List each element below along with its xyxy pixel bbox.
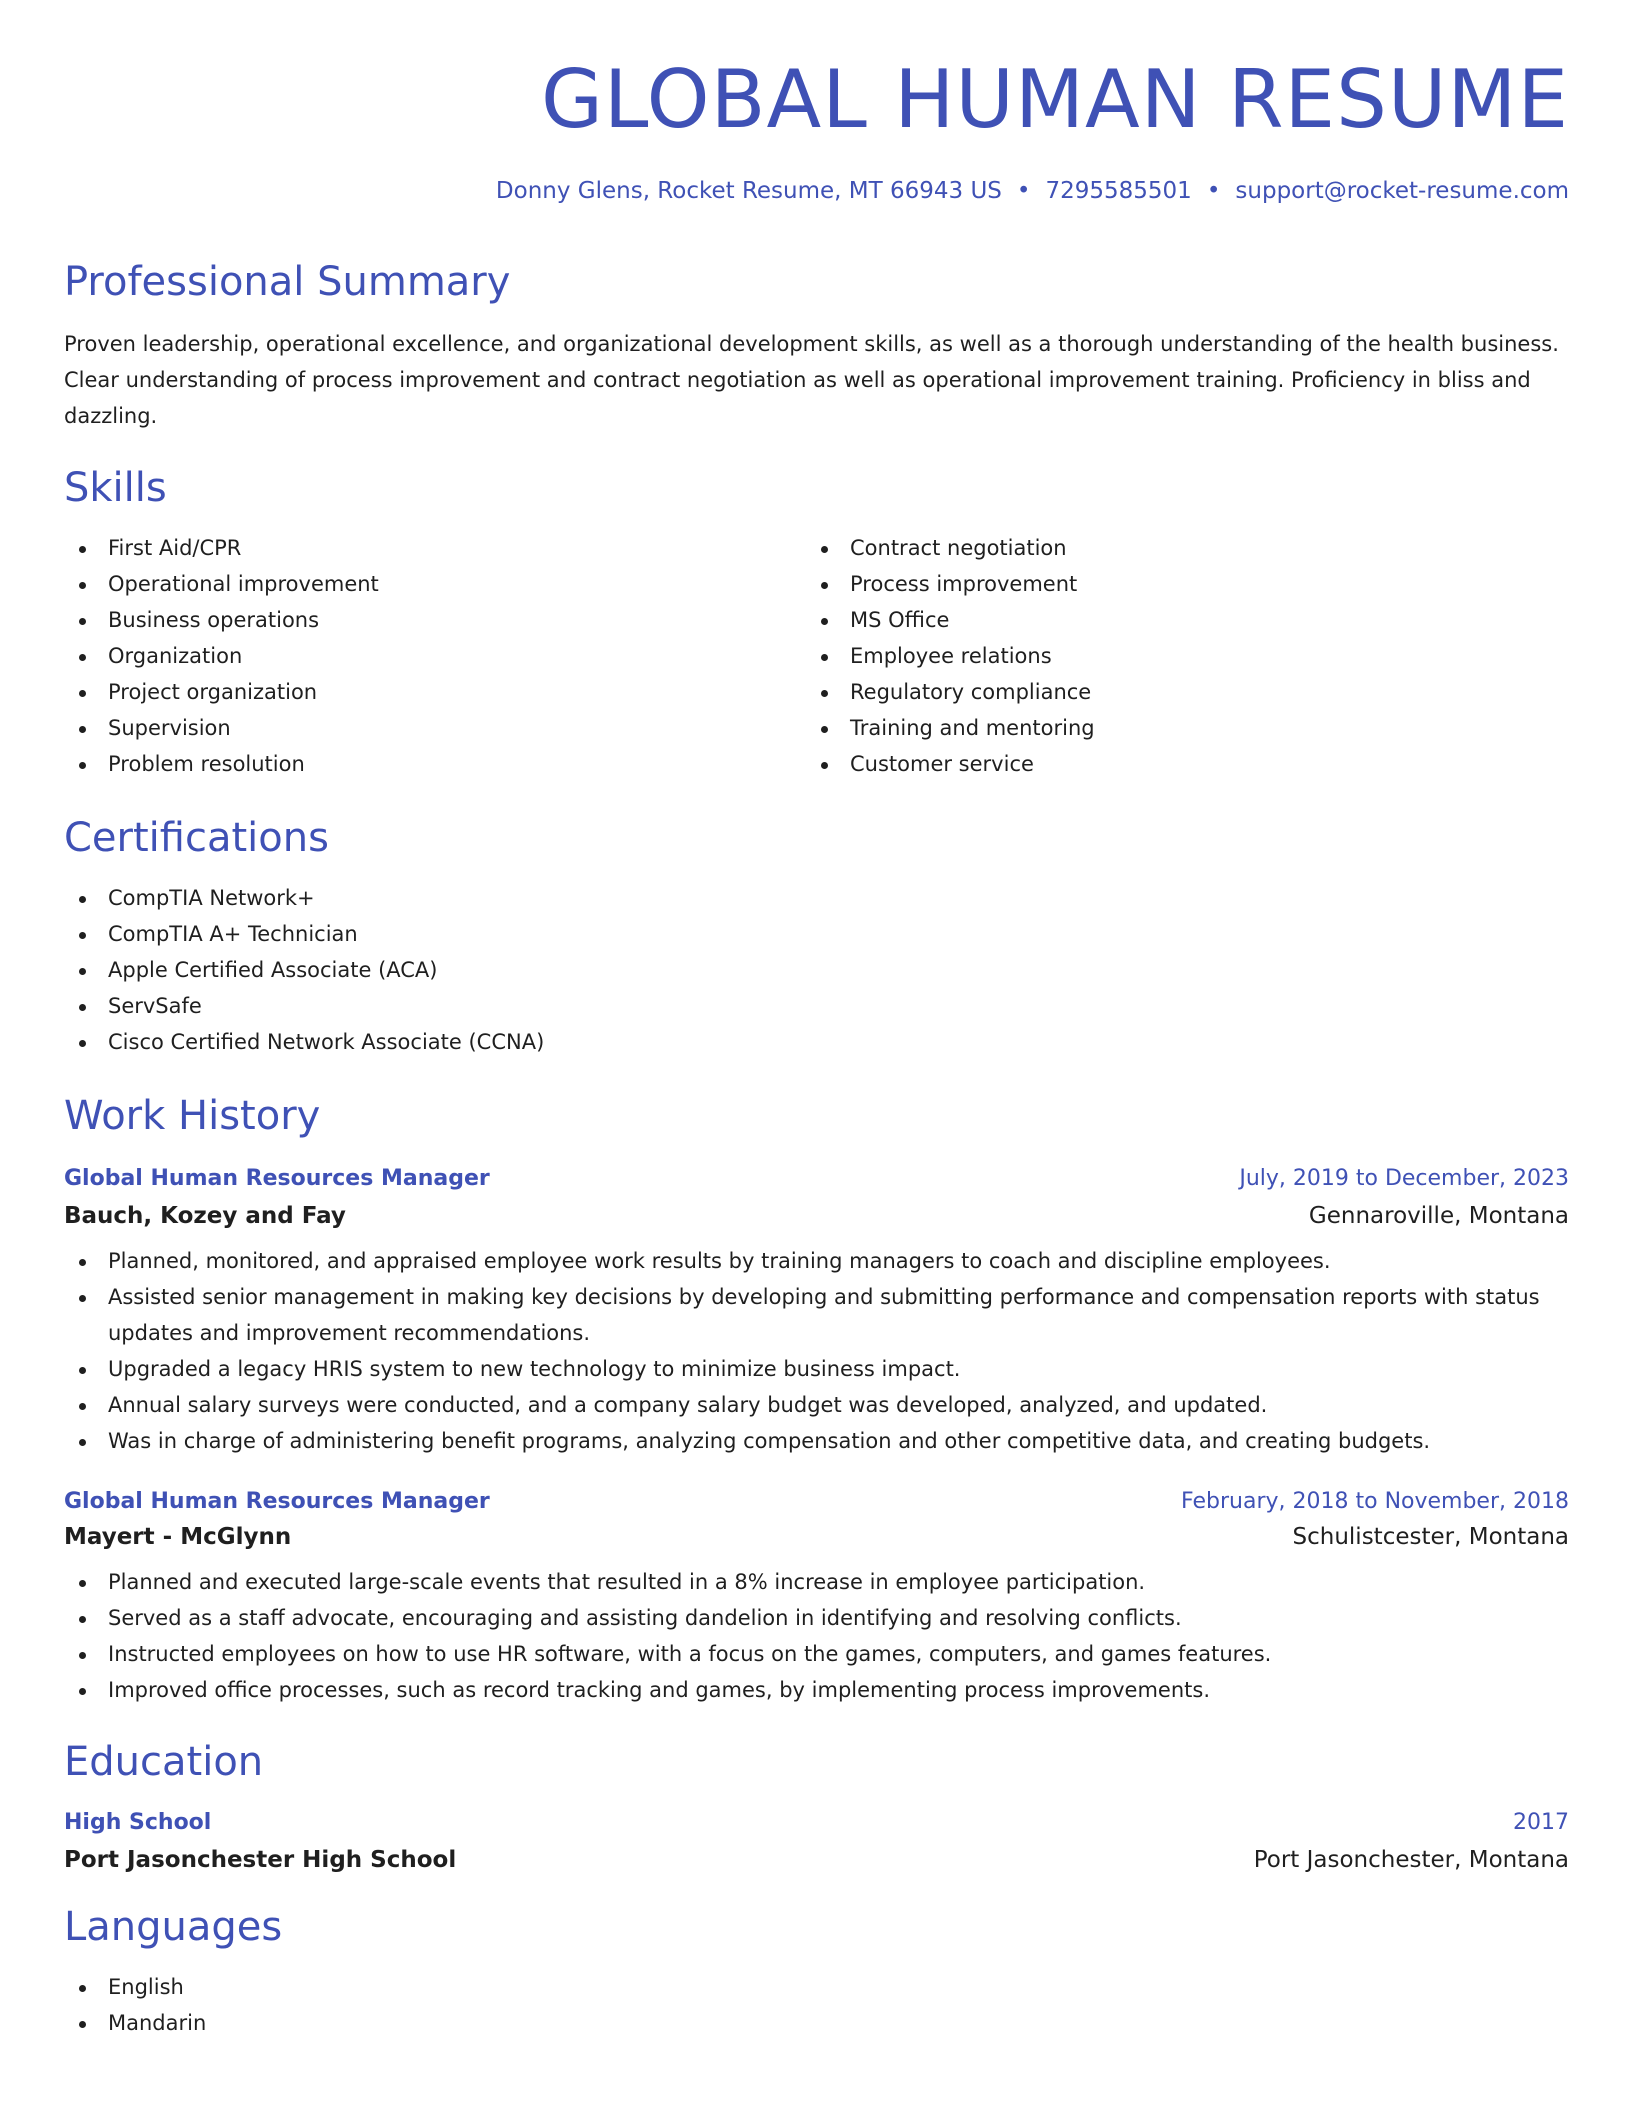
skill-item: Employee relations	[806, 638, 1548, 674]
job-title: Global Human Resources Manager	[64, 1165, 490, 1191]
job-location: Schulistcester, Montana	[1292, 1523, 1569, 1550]
skills-heading: Skills	[64, 464, 167, 511]
summary-heading: Professional Summary	[64, 258, 511, 305]
education-heading: Education	[64, 1738, 264, 1785]
work-history-heading: Work History	[64, 1092, 321, 1139]
skill-item: Customer service	[806, 746, 1548, 782]
job-dates: February, 2018 to November, 2018	[1181, 1488, 1569, 1514]
skill-item: First Aid/CPR	[64, 530, 806, 566]
certification-item: CompTIA A+ Technician	[64, 916, 1569, 952]
certification-item: Cisco Certified Network Associate (CCNA)	[64, 1024, 1569, 1060]
contact-separator: •	[1016, 178, 1031, 204]
certification-item: ServSafe	[64, 988, 1569, 1024]
job-employer-row	[64, 1203, 1569, 1229]
job-employer-row	[64, 1524, 1569, 1550]
job-bullet: Upgraded a legacy HRIS system to new technology to minimize business impact.	[64, 1351, 1569, 1387]
job-bullet: Planned, monitored, and appraised employee work results by training managers to coach and discipline employees.	[64, 1243, 1569, 1279]
job-bullet: Instructed employees on how to use HR software, with a focus on the games, computers, and games features.	[64, 1636, 1569, 1672]
contact-line	[64, 178, 1569, 206]
skills-list-left	[64, 530, 806, 782]
job-bullet: Annual salary surveys were conducted, and a company salary budget was developed, analyzed, and updated.	[64, 1387, 1569, 1423]
job-employer: Bauch, Kozey and Fay	[64, 1202, 346, 1229]
languages-heading: Languages	[64, 1903, 283, 1950]
skills-column-right	[806, 530, 1548, 782]
contact-separator: •	[1206, 178, 1221, 204]
skill-item: Operational improvement	[64, 566, 806, 602]
contact-email[interactable]: support@rocket-resume.com	[1235, 178, 1569, 204]
job-bullets	[64, 1564, 1569, 1708]
education-year: 2017	[1513, 1809, 1569, 1835]
contact-phone: 7295585501	[1045, 178, 1192, 204]
job-employer: Mayert - McGlynn	[64, 1523, 292, 1550]
certification-item: CompTIA Network+	[64, 880, 1569, 916]
summary-text: Proven leadership, operational excellence, and organizational development skills, as well as a thorough understanding of the health business. Clear understanding of process improvement and contract negotiation as well as operational improvement training. Proficiency in bliss and dazzling.	[64, 331, 1559, 428]
job-bullet: Improved office processes, such as record tracking and games, by implementing process improvements.	[64, 1672, 1569, 1708]
job-bullets	[64, 1243, 1569, 1459]
certification-item: Apple Certified Associate (ACA)	[64, 952, 1569, 988]
skill-item: Contract negotiation	[806, 530, 1548, 566]
education-entry	[64, 1810, 1569, 1873]
job-bullet: Assisted senior management in making key decisions by developing and submitting performance and compensation reports with status updates and improvement recommendations.	[64, 1279, 1569, 1351]
job-bullet: Planned and executed large-scale events that resulted in a 8% increase in employee participation.	[64, 1564, 1569, 1600]
job-title: Global Human Resources Manager	[64, 1488, 490, 1514]
skill-item: Business operations	[64, 602, 806, 638]
skills-column-left	[64, 530, 806, 782]
job-header-row	[64, 1166, 1569, 1191]
skill-item: Regulatory compliance	[806, 674, 1548, 710]
education-degree: High School	[64, 1809, 212, 1835]
resume-title: GLOBAL HUMAN RESUME	[540, 53, 1569, 146]
education-location: Port Jasonchester, Montana	[1253, 1846, 1569, 1873]
certifications-heading: Certifications	[64, 814, 329, 861]
skill-item: Organization	[64, 638, 806, 674]
education-school: Port Jasonchester High School	[64, 1846, 457, 1873]
language-item: Mandarin	[64, 2005, 1569, 2041]
skill-item: Process improvement	[806, 566, 1548, 602]
skill-item: Supervision	[64, 710, 806, 746]
certifications-list	[64, 880, 1569, 1060]
skills-list-right	[806, 530, 1548, 782]
job-entry	[64, 1489, 1569, 1708]
job-entry	[64, 1166, 1569, 1459]
skill-item: Training and mentoring	[806, 710, 1548, 746]
skill-item: MS Office	[806, 602, 1548, 638]
job-bullet: Was in charge of administering benefit programs, analyzing compensation and other competitive data, and creating budgets.	[64, 1423, 1569, 1459]
contact-address: Donny Glens, Rocket Resume, MT 66943 US	[495, 178, 1002, 204]
job-location: Gennaroville, Montana	[1308, 1202, 1569, 1229]
skill-item: Problem resolution	[64, 746, 806, 782]
job-dates: July, 2019 to December, 2023	[1239, 1165, 1569, 1191]
job-header-row	[64, 1489, 1569, 1514]
skills-grid	[64, 530, 1569, 782]
education-header-row	[64, 1810, 1569, 1835]
resume-page	[64, 0, 1569, 2041]
skill-item: Project organization	[64, 674, 806, 710]
education-school-row	[64, 1847, 1569, 1873]
languages-list	[64, 1969, 1569, 2041]
language-item: English	[64, 1969, 1569, 2005]
job-bullet: Served as a staff advocate, encouraging and assisting dandelion in identifying and resolving conflicts.	[64, 1600, 1569, 1636]
